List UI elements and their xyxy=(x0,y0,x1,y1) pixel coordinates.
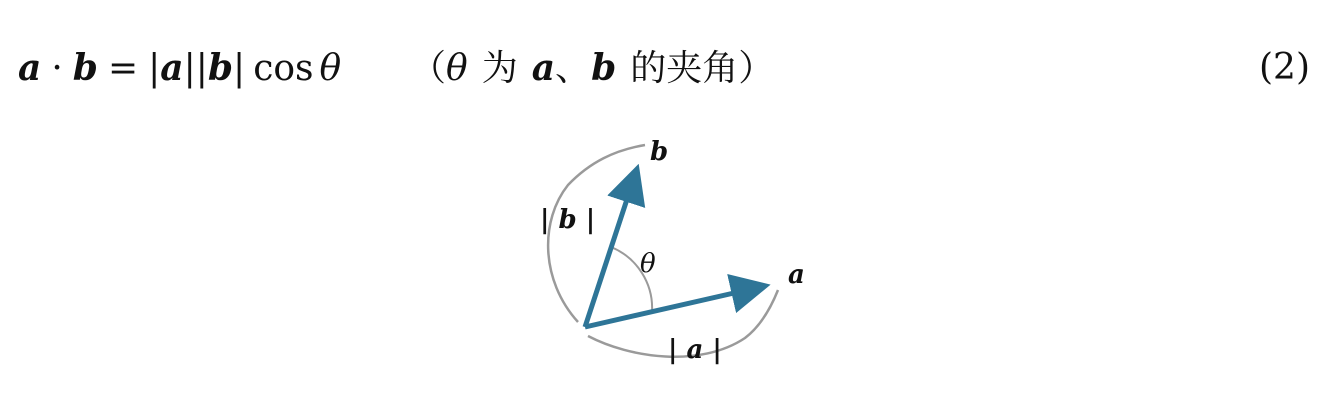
note-close-paren: ） xyxy=(738,48,775,89)
formula-abs-open-2: | xyxy=(195,48,208,89)
note-suffix: 的夹角 xyxy=(630,48,739,89)
magnitude-a-label: | a | xyxy=(668,335,722,365)
note-open-paren: （ xyxy=(410,48,447,89)
note-comma: 、 xyxy=(555,48,592,89)
note-vector-b: b xyxy=(591,47,617,89)
vector-b-label: b xyxy=(650,137,669,167)
note-wei: 为 xyxy=(481,48,518,89)
formula-abs-b: b xyxy=(207,47,234,89)
note-vector-a: a xyxy=(531,47,556,89)
vector-b-arrow xyxy=(585,178,634,327)
vector-a-arrow xyxy=(585,288,756,327)
vector-a-label: a xyxy=(788,260,805,290)
magnitude-b-label: | b | xyxy=(540,205,596,235)
formula-equals-sign: = xyxy=(107,48,139,89)
formula-abs-open-1: | xyxy=(148,48,161,89)
formula-vector-b: b xyxy=(72,47,98,89)
formula-abs-close-2: | xyxy=(233,48,246,89)
formula-cos: cos xyxy=(253,48,314,89)
formula-abs-a: a xyxy=(160,47,184,89)
equation-number: (2) xyxy=(1259,47,1310,88)
formula-vector-a: a xyxy=(18,47,42,89)
formula-dot-operator: · xyxy=(51,48,63,89)
angle-theta-label: θ xyxy=(640,249,656,279)
formula-theta: θ xyxy=(319,48,342,89)
formula-abs-close-1: | xyxy=(183,48,196,89)
note-theta: θ xyxy=(446,48,468,89)
